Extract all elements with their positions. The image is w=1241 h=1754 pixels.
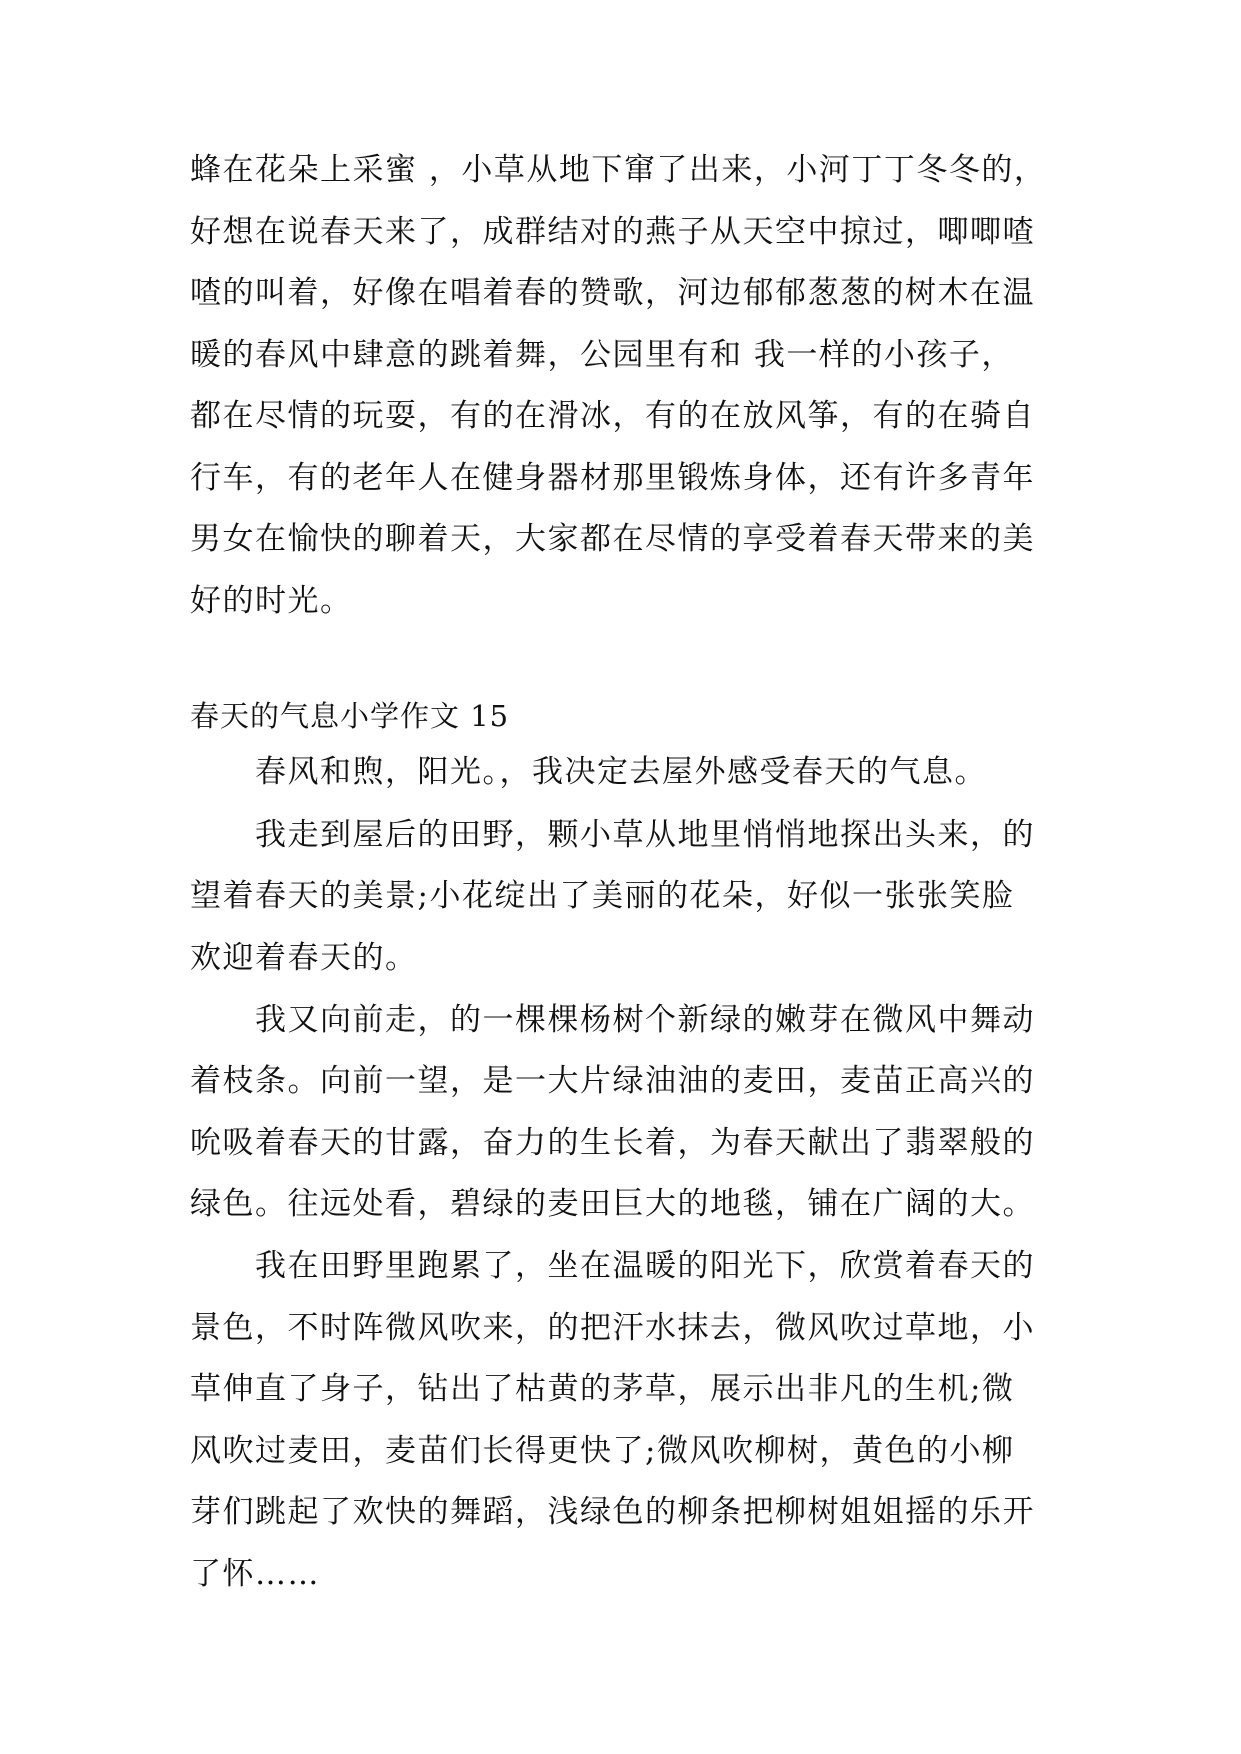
text-line: 蜂在花朵上采蜜 ，小草从地下窜了出来，小河丁丁冬冬的， bbox=[190, 152, 1047, 188]
essay-title: 春天的气息小学作文 15 bbox=[190, 699, 510, 733]
text-line: 芽们跳起了欢快的舞蹈，浅绿色的柳条把柳树姐姐摇的乐开 bbox=[190, 1494, 1035, 1530]
text-line: 男女在愉快的聊着天，大家都在尽情的享受着春天带来的美 bbox=[190, 521, 1035, 557]
text-line: 绿色。往远处看，碧绿的麦田巨大的地毯，铺在广阔的大。 bbox=[190, 1186, 1035, 1222]
text-line: 草伸直了身子，钻出了枯黄的茅草，展示出非凡的生机;微 bbox=[190, 1371, 1015, 1407]
text-line: 风吹过麦田，麦苗们长得更快了;微风吹柳树，黄色的小柳 bbox=[190, 1433, 1015, 1469]
text-line: 景色，不时阵微风吹来，的把汗水抹去，微风吹过草地，小 bbox=[190, 1310, 1035, 1346]
text-line: 好想在说春天来了，成群结对的燕子从天空中掠过，唧唧喳 bbox=[190, 214, 1035, 250]
text-line: 行车，有的老年人在健身器材那里锻炼身体，还有许多青年 bbox=[190, 460, 1035, 496]
text-line: 了怀…… bbox=[190, 1556, 320, 1592]
text-line: 我走到屋后的田野，颗小草从地里悄悄地探出头来，的 bbox=[255, 817, 1035, 853]
text-line: 吮吸着春天的甘露，奋力的生长着，为春天献出了翡翠般的 bbox=[190, 1125, 1035, 1161]
text-line: 我在田野里跑累了，坐在温暖的阳光下，欣赏着春天的 bbox=[255, 1248, 1035, 1284]
text-line: 着枝条。向前一望，是一大片绿油油的麦田，麦苗正高兴的 bbox=[190, 1063, 1035, 1099]
text-line: 欢迎着春天的。 bbox=[190, 940, 418, 976]
text-line: 我又向前走，的一棵棵杨树个新绿的嫩芽在微风中舞动 bbox=[255, 1002, 1035, 1038]
text-line: 春风和煦，阳光。，我决定去屋外感受春天的气息。 bbox=[255, 754, 987, 790]
text-line: 好的时光。 bbox=[190, 583, 353, 619]
text-line: 都在尽情的玩耍，有的在滑冰，有的在放风筝，有的在骑自 bbox=[190, 398, 1035, 434]
text-line: 望着春天的美景;小花绽出了美丽的花朵，好似一张张笑脸 bbox=[190, 878, 1015, 914]
text-line: 喳的叫着，好像在唱着春的赞歌，河边郁郁葱葱的树木在温 bbox=[190, 275, 1035, 311]
text-line: 暖的春风中肆意的跳着舞，公园里有和 我一样的小孩子， bbox=[190, 337, 1014, 373]
